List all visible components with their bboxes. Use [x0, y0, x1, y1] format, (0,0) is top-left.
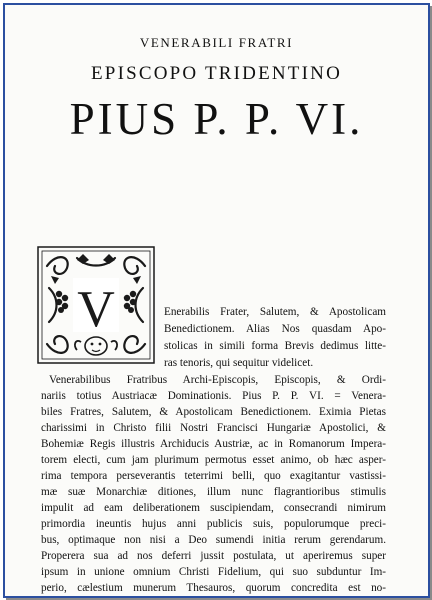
- text-line: primordia ineuntis hujus anni publicis suis, populorumque preci-: [41, 518, 386, 530]
- ornamental-initial-icon: [37, 246, 155, 364]
- text-line: Enerabilis Frater, Salutem, & Apostolicam: [164, 306, 386, 318]
- text-line: biles Fratres, Salutem, & Apostolicam Benedictionem. Eximia Pietas: [41, 406, 386, 418]
- text-line: ipsum in unione omnium Christi Fidelium, qui suo subduntur Im-: [41, 566, 386, 578]
- text-line: charissimi in Christo filii Nostri Francisci Hungariæ Apostolici, &: [41, 422, 386, 434]
- text-line: perio, cælestium munerum Thesauros, quorum concredita est no-: [41, 582, 386, 594]
- text-line: rima tempora perseverantis teterrimi belli, quo exagitantur vastissi-: [41, 470, 386, 482]
- svg-text:V: V: [77, 281, 115, 338]
- header-pope-name: PIUS P. P. VI.: [69, 94, 364, 144]
- text-line: Properera sua ad nos deferri jussit postulata, ut aperiremus super: [41, 550, 386, 562]
- text-line: Benedictionem. Alias Nos quasdam Apo-: [164, 323, 386, 335]
- text-line: impulit ad eam deliberationem suscipiendam, consecrandi nimirum: [41, 502, 386, 514]
- text-line: torem electi, cum jam plurimum permotus esset animo, ob hæc asper-: [41, 454, 386, 466]
- text-line: Venerabilibus Fratribus Archi-Episcopis, Episcopis, & Ordi-: [49, 374, 386, 386]
- text-line: mæ suæ Monarchiæ ditiones, illum nunc flagrantioribus stimulis: [41, 486, 386, 498]
- decorated-initial: [37, 246, 155, 364]
- page-frame: [3, 3, 430, 598]
- text-line: nariis totius Austriacæ Dominationis. Pius P. P. VI. = Venera-: [41, 390, 386, 402]
- header-dedication: VENERABILI FRATRI: [139, 35, 294, 50]
- text-line: stolicas in simili forma Brevis dedimus litte-: [164, 340, 386, 352]
- header-recipient: EPISCOPO TRIDENTINO: [91, 63, 342, 84]
- text-line: Bohemiæ Regis illustris Archiducis Austriæ, ac in Romanorum Impera-: [41, 438, 386, 450]
- text-line: ras tenoris, qui sequitur videlicet.: [164, 357, 314, 369]
- text-line: bus, optimaque non nisi a Deo sumendi initia rerum gerendarum.: [41, 534, 386, 546]
